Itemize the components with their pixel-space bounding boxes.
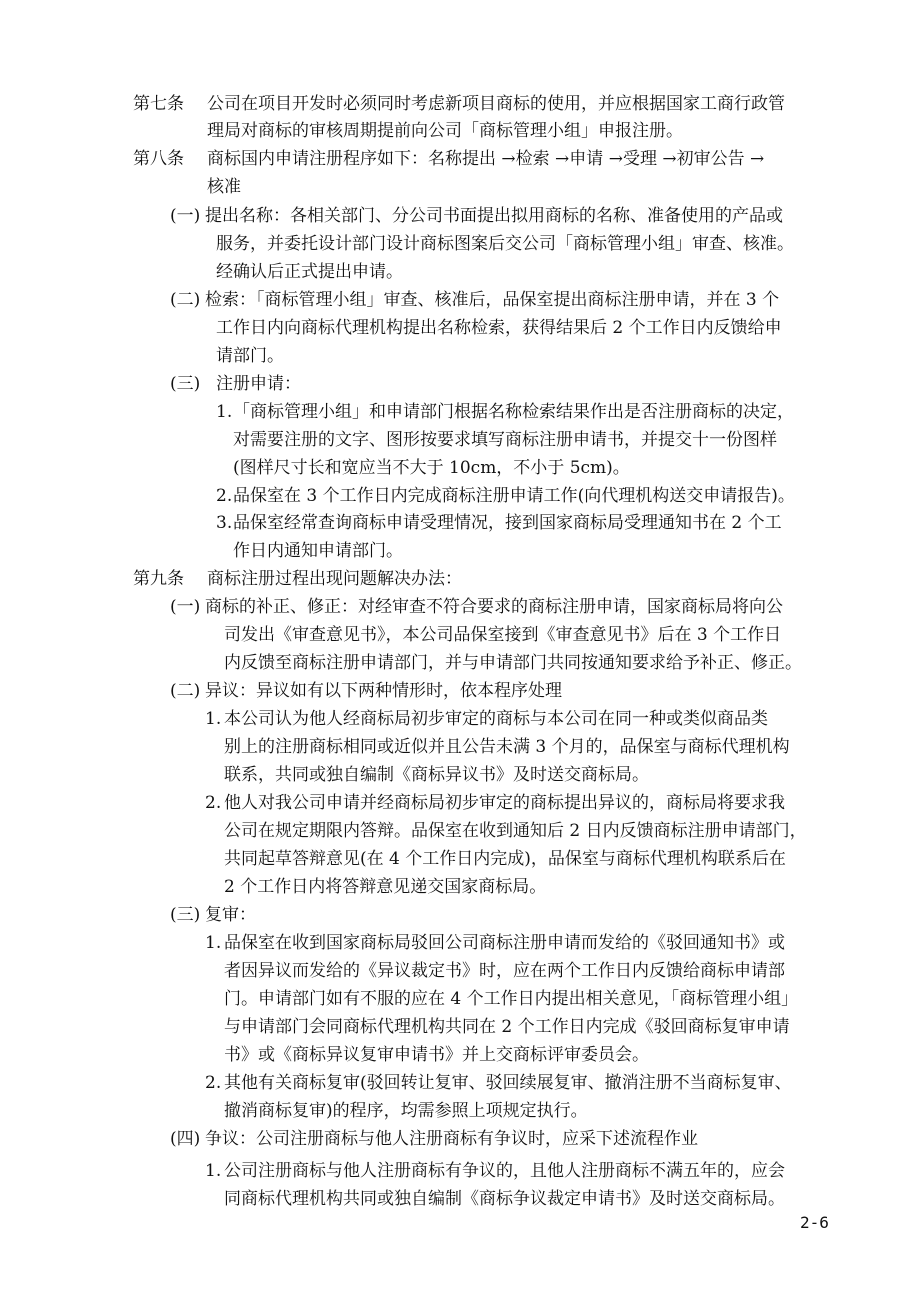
article-8-line-2: 核准 [207,177,241,197]
article-8-section-3-title: 注册申请： [216,374,301,394]
article-7-line-1: 公司在项目开发时必须同时考虑新项目商标的使用，并应根据国家工商行政管 [207,94,785,114]
article-9-label: 第九条 [133,569,184,589]
article-9-section-2-item-1-line-3: 联系，共同或独自编制《商标异议书》及时送交商标局。 [224,765,649,785]
article-8-section-2-line-2: 工作日内向商标代理机构提出名称检索，获得结果后 2 个工作日内反馈给申 [216,318,782,338]
article-9-line-1: 商标注册过程出现问题解决办法： [207,569,462,589]
article-9-section-3-item-1-line-5: 书》或《商标异议复审申请书》并上交商标评审委员会。 [224,1045,649,1065]
article-8-section-3-item-2-line-1: 品保室在 3 个工作日内完成商标注册申请工作(向代理机构送交申请报告)。 [233,486,795,506]
article-9-section-3-item-1-line-4: 与申请部门会同商标代理机构共同在 2 个工作日内完成《驳回商标复审申请 [224,1017,790,1037]
article-9-section-3-item-1-num: 1. [205,933,222,953]
article-9-section-2-item-2-line-1: 他人对我公司申请并经商标局初步审定的商标提出异议的，商标局将要求我 [224,793,785,813]
article-9-section-4-item-1-line-1: 公司注册商标与他人注册商标有争议的，且他人注册商标不满五年的，应会 [224,1161,785,1181]
article-8-section-1-label: (一) [170,206,201,226]
article-9-section-3-label: (三) [170,905,201,925]
article-8-section-3-item-1-line-3: (图样尺寸长和宽应当不大于 10cm，不小于 5cm)。 [233,458,630,478]
article-9-section-2-label: (二) [170,681,201,701]
article-8-section-3-item-1-num: 1. [216,402,233,422]
article-9-section-3-item-2-line-2: 撤消商标复审)的程序，均需参照上项规定执行。 [224,1101,588,1121]
article-8-label: 第八条 [133,149,184,169]
article-7-label: 第七条 [133,94,184,114]
article-8-line-1: 商标国内申请注册程序如下：名称提出 →检索 →申请 →受理 →初审公告 → [207,149,765,169]
article-8-section-2-label: (二) [170,290,201,310]
article-9-section-3-item-1-line-2: 者因异议而发给的《异议裁定书》时，应在两个工作日内反馈给商标申请部 [224,961,785,981]
article-9-section-1-label: (一) [170,597,201,617]
article-7-line-2: 理局对商标的审核周期提前向公司「商标管理小组」申报注册。 [207,121,683,141]
article-8-section-3-label: (三) [170,374,201,394]
article-9-section-3-item-2-num: 2. [205,1073,222,1093]
article-9-section-4-item-1-line-2: 同商标代理机构共同或独自编制《商标争议裁定申请书》及时送交商标局。 [224,1189,785,1209]
article-9-section-4-title: 争议：公司注册商标与他人注册商标有争议时，应采下述流程作业 [205,1129,698,1149]
article-9-section-2-item-1-num: 1. [205,709,222,729]
article-9-section-4-label: (四) [170,1129,201,1149]
article-8-section-1-line-1: 提出名称：各相关部门、分公司书面提出拟用商标的名称、准备使用的产品或 [205,206,783,226]
article-8-section-3-item-1-line-1: 「商标管理小组」和申请部门根据名称检索结果作出是否注册商标的决定， [233,402,794,422]
article-9-section-2-item-1-line-2: 别上的注册商标相同或近似并且公告未满 3 个月的，品保室与商标代理机构 [224,737,790,757]
article-8-section-3-item-3-num: 3. [216,513,233,533]
article-8-section-3-item-1-line-2: 对需要注册的文字、图形按要求填写商标注册申请书，并提交十一份图样 [233,430,777,450]
article-8-section-1-line-2: 服务，并委托设计部门设计商标图案后交公司「商标管理小组」审查、核准。 [216,234,794,254]
article-9-section-1-line-1: 商标的补正、修正：对经审查不符合要求的商标注册申请，国家商标局将向公 [205,597,783,617]
article-9-section-3-title: 复审： [205,905,256,925]
article-9-section-2-item-2-line-3: 共同起草答辩意见(在 4 个工作日内完成)，品保室与商标代理机构联系后在 [224,849,786,869]
article-9-section-1-line-3: 内反馈至商标注册申请部门，并与申请部门共同按通知要求给予补正、修正。 [224,653,802,673]
article-8-section-3-item-3-line-1: 品保室经常查询商标申请受理情况，接到国家商标局受理通知书在 2 个工 [233,513,782,533]
article-9-section-2-item-2-line-2: 公司在规定期限内答辩。品保室在收到通知后 2 日内反馈商标注册申请部门， [224,821,807,841]
article-9-section-3-item-2-line-1: 其他有关商标复审(驳回转让复审、驳回续展复审、撤消注册不当商标复审、 [224,1073,792,1093]
article-9-section-1-line-2: 司发出《审查意见书》，本公司品保室接到《审查意见书》后在 3 个工作日 [224,625,782,645]
article-9-section-3-item-1-line-1: 品保室在收到国家商标局驳回公司商标注册申请而发给的《驳回通知书》或 [224,933,785,953]
article-8-section-2-line-3: 请部门。 [216,346,284,366]
article-8-section-2-line-1: 检索：「商标管理小组」审查、核准后，品保室提出商标注册申请，并在 3 个 [205,290,780,310]
page-number: 2-6 [800,1213,829,1232]
article-9-section-2-item-1-line-1: 本公司认为他人经商标局初步审定的商标与本公司在同一种或类似商品类 [224,709,768,729]
article-9-section-4-item-1-num: 1. [205,1161,222,1181]
article-8-section-1-line-3: 经确认后正式提出申请。 [216,262,403,282]
article-9-section-2-title: 异议：异议如有以下两种情形时，依本程序处理 [205,681,562,701]
article-8-section-3-item-2-num: 2. [216,486,233,506]
article-9-section-3-item-1-line-3: 门。申请部门如有不服的应在 4 个工作日内提出相关意见，「商标管理小组」 [224,989,799,1009]
article-9-section-2-item-2-line-4: 2 个工作日内将答辩意见递交国家商标局。 [224,877,547,897]
article-8-section-3-item-3-line-2: 作日内通知申请部门。 [233,541,403,561]
article-9-section-2-item-2-num: 2. [205,793,222,813]
